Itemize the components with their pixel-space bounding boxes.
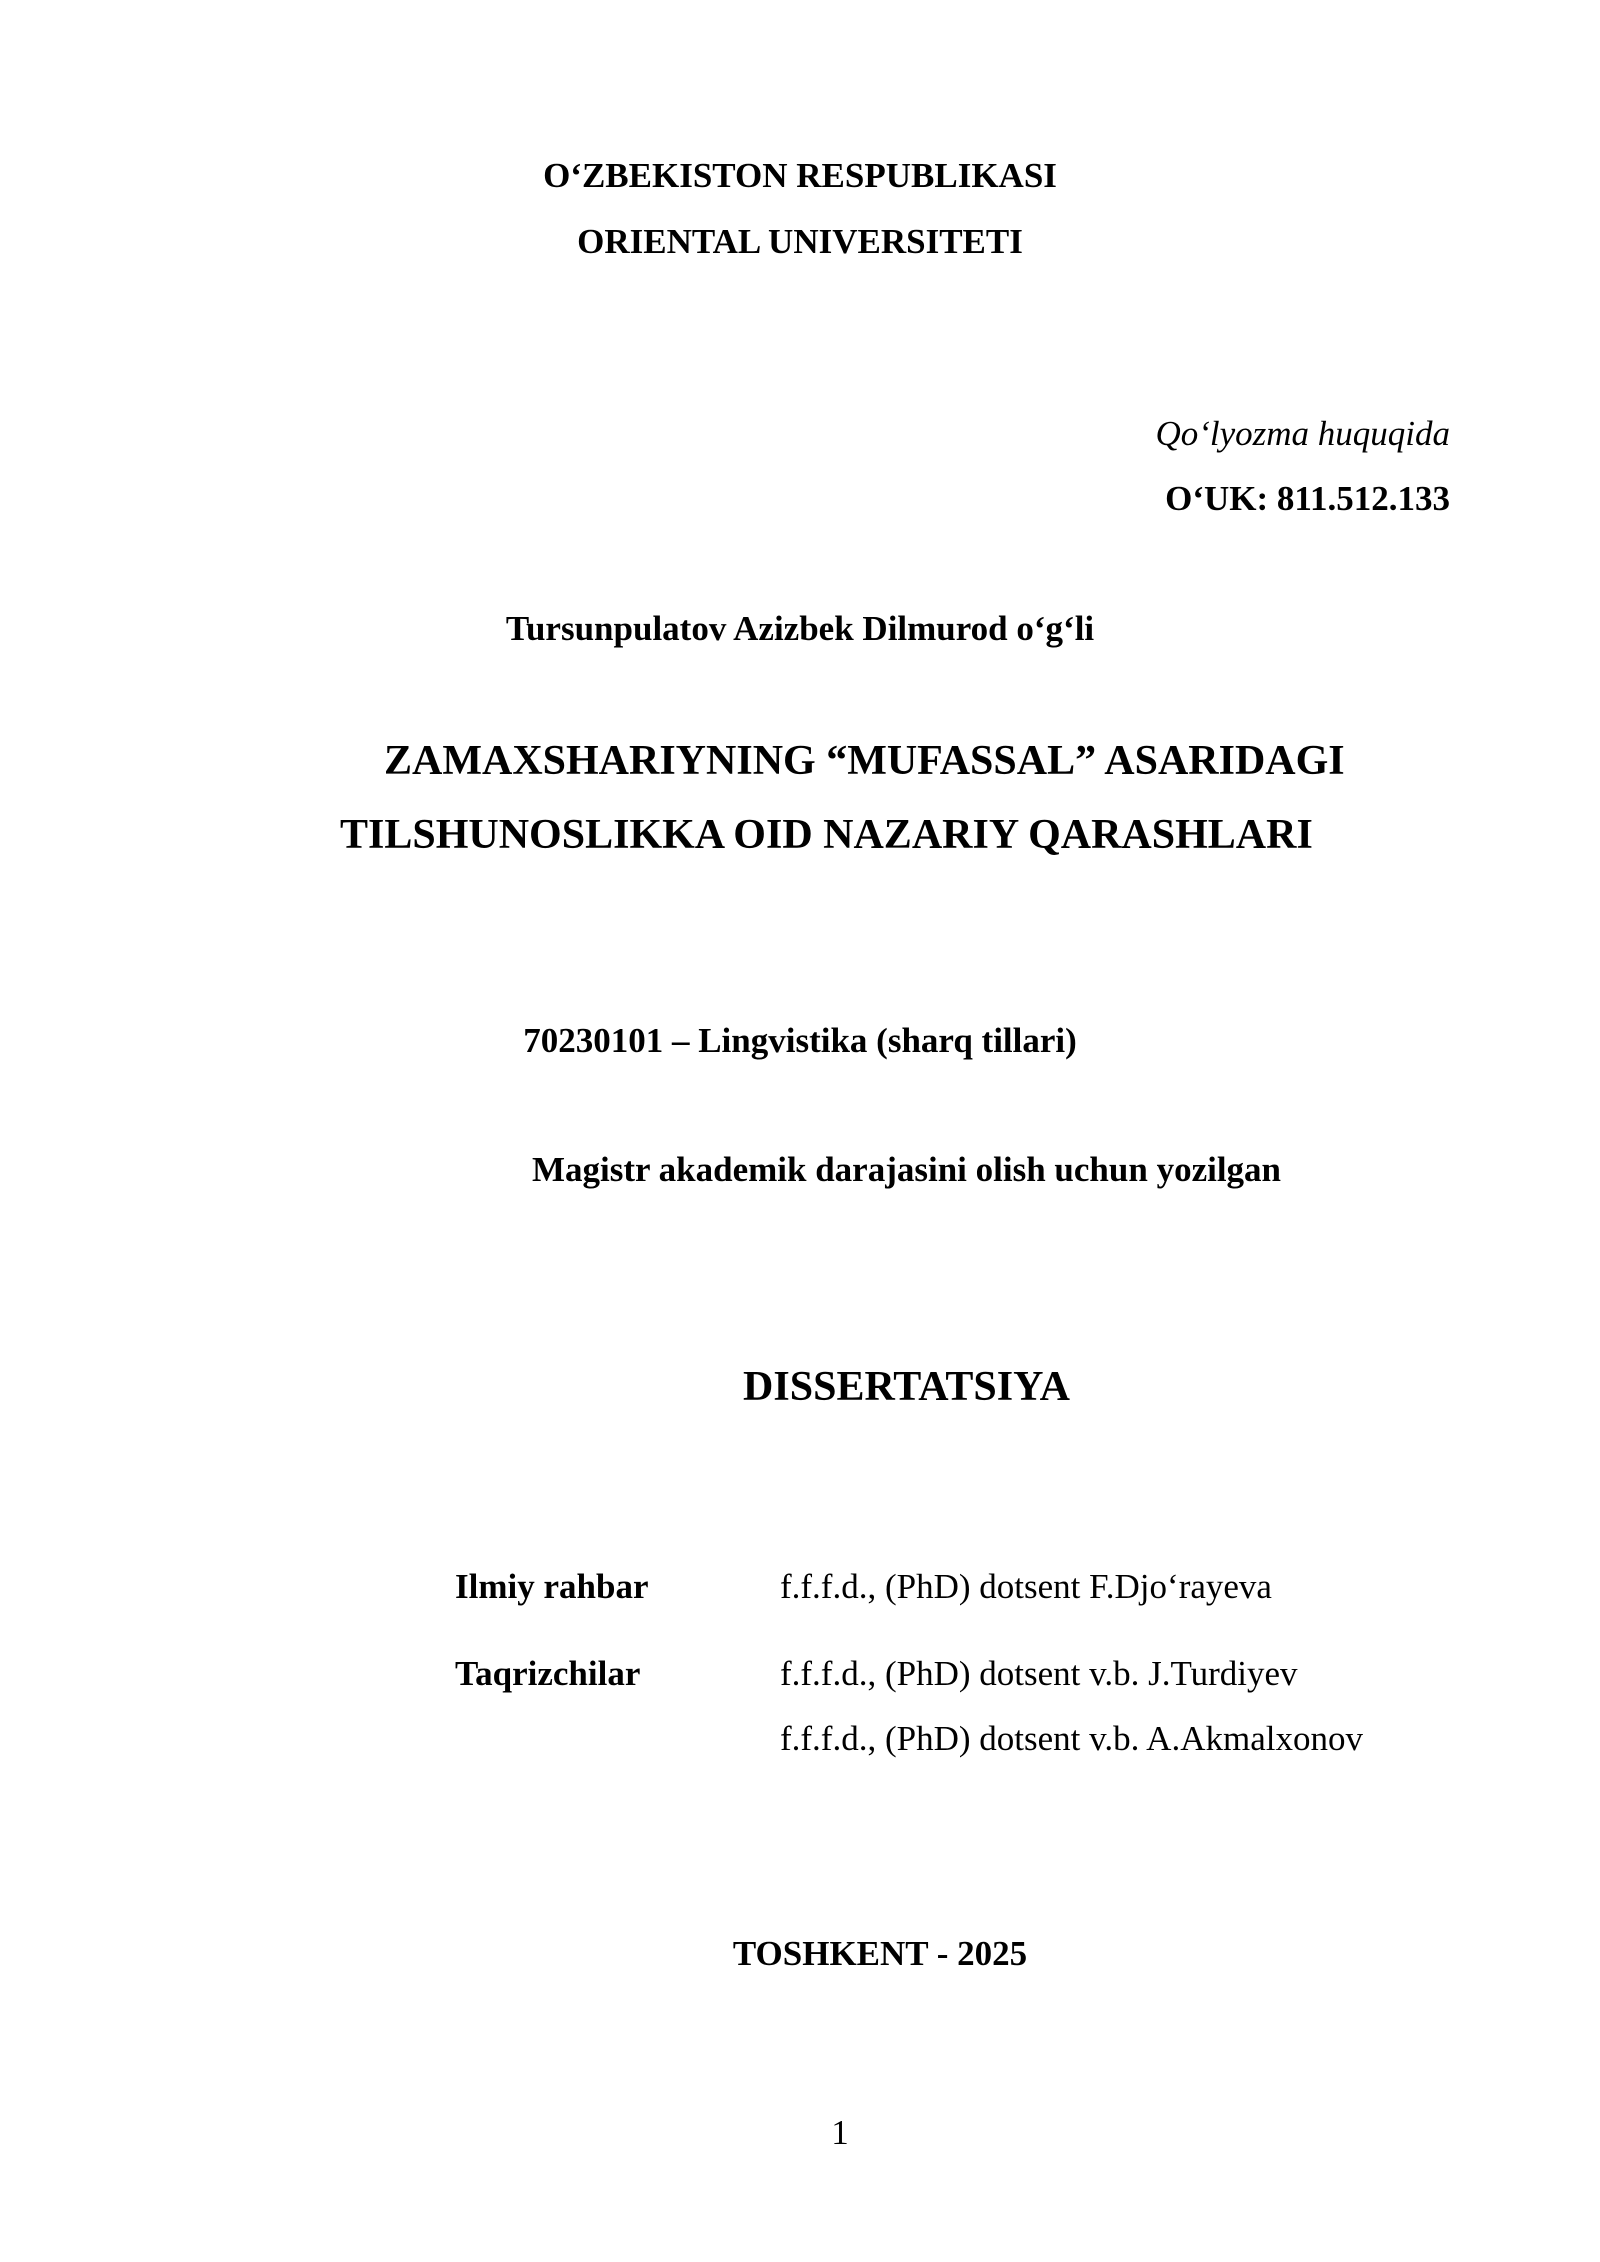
reviewer-name: f.f.f.d., (PhD) dotsent v.b. A.Akmalxonov <box>780 1719 1363 1758</box>
country-heading: O‘ZBEKISTON RESPUBLIKASI <box>543 156 1057 195</box>
reviewer-name: f.f.f.d., (PhD) dotsent v.b. J.Turdiyev <box>780 1654 1298 1693</box>
document-type: DISSERTATSIYA <box>743 1364 1070 1410</box>
reviewers-label: Taqrizchilar <box>455 1654 641 1693</box>
degree-statement: Magistr akademik darajasini olish uchun yozilgan <box>531 1150 1282 1189</box>
specialty-code: 70230101 – Lingvistika (sharq tillari) <box>523 1021 1077 1060</box>
city-year: TOSHKENT - 2025 <box>732 1934 1028 1973</box>
thesis-title-line-2: TILSHUNOSLIKKA OID NAZARIY QARASHLARI <box>340 812 1313 858</box>
udc-code: O‘UK: 811.512.133 <box>1165 479 1450 518</box>
thesis-title-line-1: ZAMAXSHARIYNING “MUFASSAL” ASARIDAGI <box>384 738 1345 784</box>
supervisor-label: Ilmiy rahbar <box>455 1567 649 1606</box>
author-name: Tursunpulatov Azizbek Dilmurod o‘g‘li <box>505 609 1095 648</box>
university-heading: ORIENTAL UNIVERSITETI <box>577 222 1023 261</box>
manuscript-rights-note: Qo‘lyozma huquqida <box>1155 414 1450 453</box>
supervisor-name: f.f.f.d., (PhD) dotsent F.Djo‘rayeva <box>780 1567 1272 1606</box>
page-number: 1 <box>831 2113 849 2152</box>
